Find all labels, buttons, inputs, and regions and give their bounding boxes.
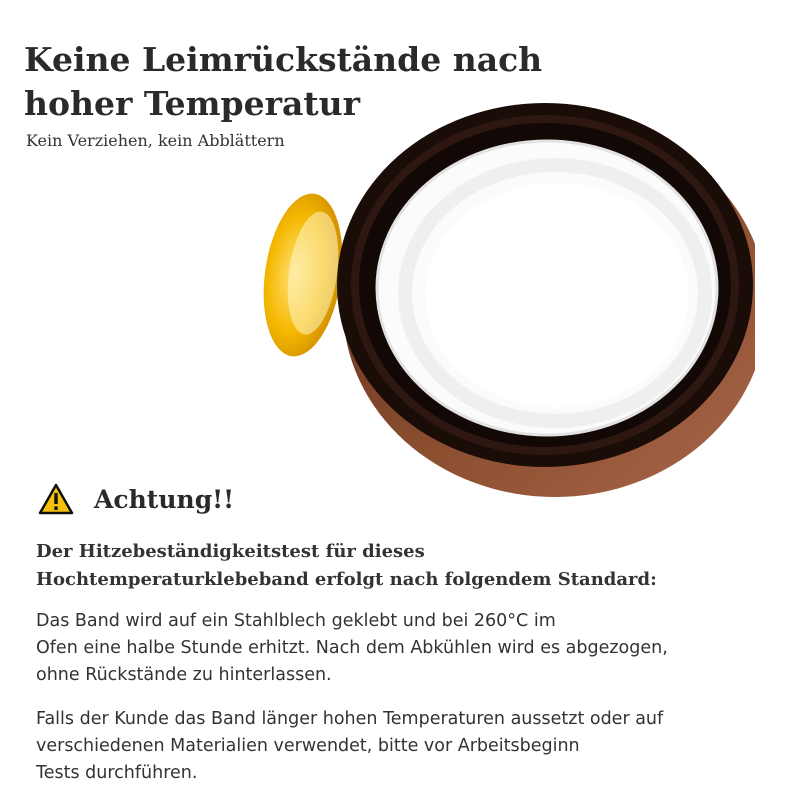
warning-header bbox=[38, 478, 234, 520]
large-tape-roll bbox=[337, 103, 755, 497]
standard-line-1: Der Hitzebeständigkeitstest für dieses bbox=[36, 541, 425, 562]
customer-advice-paragraph bbox=[36, 706, 781, 787]
paragraph2-line-1: Falls der Kunde das Band länger hohen Temperaturen aussetzt oder auf bbox=[36, 709, 664, 729]
standard-line-2: Hochtemperaturklebeband erfolgt nach folgendem Standard: bbox=[36, 569, 657, 590]
warning-triangle-icon bbox=[38, 483, 74, 515]
tape-roll-image bbox=[255, 95, 755, 515]
title-line-1: Keine Leimrückstände nach bbox=[24, 40, 543, 79]
subtitle: Kein Verziehen, kein Abblättern bbox=[26, 131, 285, 150]
paragraph1-line-3: ohne Rückstände zu hinterlassen. bbox=[36, 665, 332, 685]
paragraph2-line-3: Tests durchführen. bbox=[36, 763, 198, 783]
title-line-2: hoher Temperatur bbox=[24, 84, 361, 123]
paragraph1-line-2: Ofen eine halbe Stunde erhitzt. Nach dem Abkühlen wird es abgezogen, bbox=[36, 638, 668, 658]
paragraph2-line-2: verschiedenen Materialien verwendet, bitte vor Arbeitsbeginn bbox=[36, 736, 580, 756]
paragraph1-line-1: Das Band wird auf ein Stahlblech geklebt und bei 260°C im bbox=[36, 611, 556, 631]
warning-title: Achtung!! bbox=[94, 484, 235, 514]
test-description-paragraph bbox=[36, 608, 781, 689]
standard-heading bbox=[36, 538, 776, 594]
